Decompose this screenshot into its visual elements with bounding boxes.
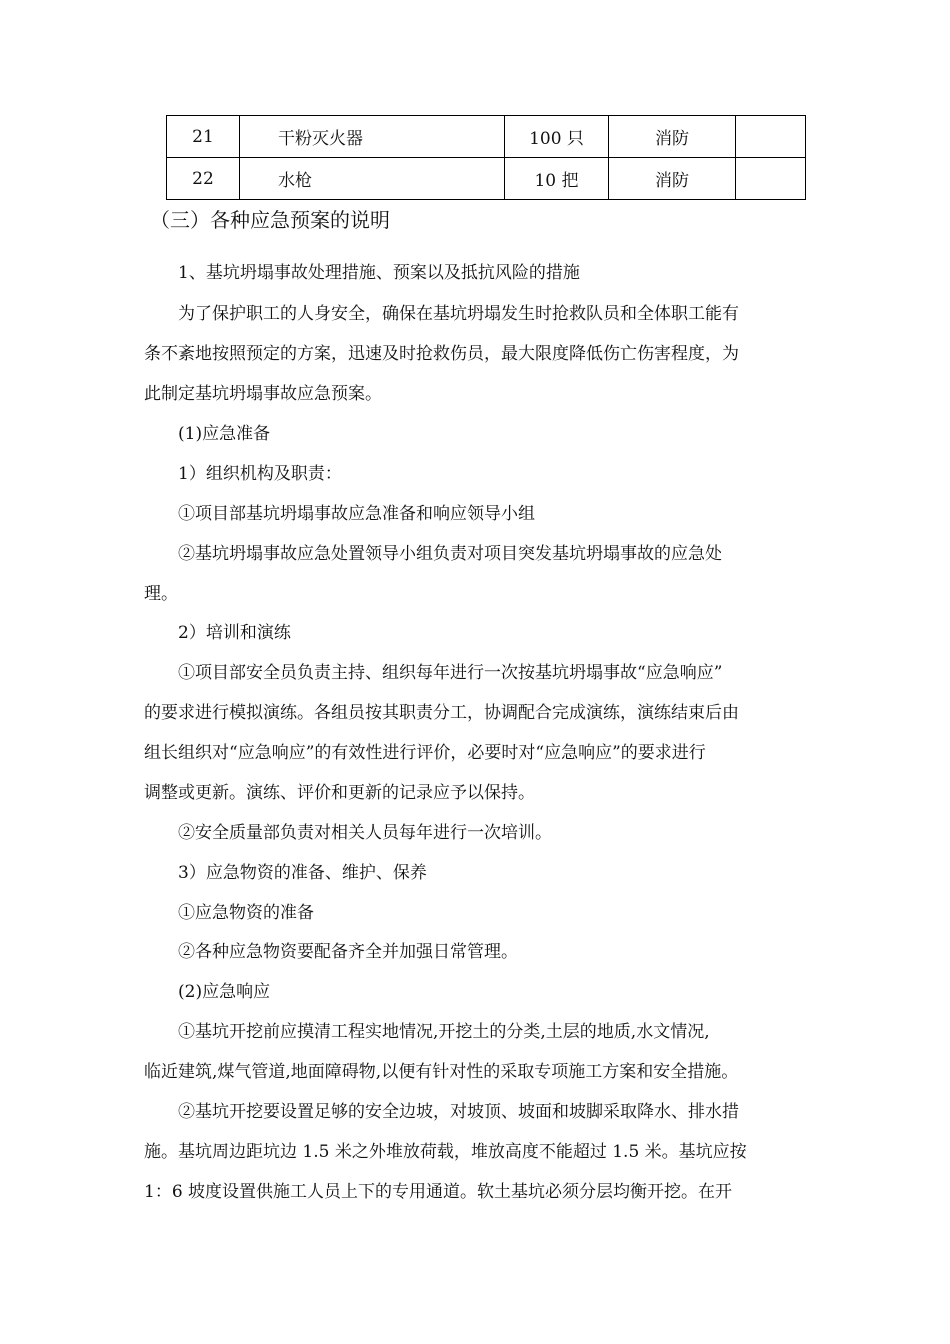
item-name: 水枪: [240, 158, 505, 200]
item-purpose: 消防: [609, 116, 736, 158]
paragraph-line: 临近建筑,煤气管道,地面障碍物,以便有针对性的采取专项施工方案和安全措施。: [144, 1062, 739, 1082]
paragraph-line: 的要求进行模拟演练。各组员按其职责分工，协调配合完成演练，演练结束后由: [144, 703, 739, 723]
list-item: ①应急物资的准备: [178, 903, 314, 923]
list-heading: (1)应急准备: [178, 424, 271, 444]
list-item: ①基坑开挖前应摸清工程实地情况,开挖土的分类,土层的地质,水文情况,: [178, 1022, 710, 1042]
paragraph-line: 为了保护职工的人身安全，确保在基坑坍塌发生时抢救队员和全体职工能有: [178, 304, 739, 324]
list-item: ②基坑开挖要设置足够的安全边坡，对坡顶、坡面和坡脚采取降水、排水措: [178, 1102, 739, 1122]
table-row: [167, 158, 806, 200]
item-name: 干粉灭火器: [240, 116, 505, 158]
item-remark: [736, 116, 806, 158]
row-number: 21: [167, 116, 240, 158]
list-item: ①项目部基坑坍塌事故应急准备和响应领导小组: [178, 504, 535, 524]
item-quantity: 100 只: [505, 116, 609, 158]
equipment-table: [166, 115, 806, 200]
item-quantity: 10 把: [505, 158, 609, 200]
list-heading: 1）组织机构及职责：: [178, 464, 342, 484]
list-item: ②各种应急物资要配备齐全并加强日常管理。: [178, 942, 518, 962]
paragraph-line: 组长组织对“应急响应”的有效性进行评价，必要时对“应急响应”的要求进行: [144, 743, 706, 763]
paragraph-line: 此制定基坑坍塌事故应急预案。: [144, 384, 382, 404]
list-item: ②基坑坍塌事故应急处置领导小组负责对项目突发基坑坍塌事故的应急处: [178, 544, 722, 564]
paragraph-line: 施。基坑周边距坑边 1.5 米之外堆放荷载，堆放高度不能超过 1.5 米。基坑应按: [144, 1142, 747, 1162]
row-number: 22: [167, 158, 240, 200]
item-purpose: 消防: [609, 158, 736, 200]
paragraph-line: 条不紊地按照预定的方案，迅速及时抢救伤员，最大限度降低伤亡伤害程度，为: [144, 344, 739, 364]
subsection-title: 1、基坑坍塌事故处理措施、预案以及抵抗风险的措施: [178, 263, 580, 283]
paragraph-line: 1：6 坡度设置供施工人员上下的专用通道。软土基坑必须分层均衡开挖。在开: [144, 1182, 733, 1202]
section-title: （三）各种应急预案的说明: [150, 208, 390, 232]
paragraph-line: 调整或更新。演练、评价和更新的记录应予以保持。: [144, 783, 535, 803]
paragraph-line: 理。: [144, 584, 178, 604]
list-heading: (2)应急响应: [178, 982, 271, 1002]
list-item: ①项目部安全员负责主持、组织每年进行一次按基坑坍塌事故“应急响应”: [178, 663, 723, 683]
item-remark: [736, 158, 806, 200]
list-heading: 2）培训和演练: [178, 623, 291, 643]
list-heading: 3）应急物资的准备、维护、保养: [178, 863, 427, 883]
list-item: ②安全质量部负责对相关人员每年进行一次培训。: [178, 823, 552, 843]
table-row: [167, 116, 806, 158]
